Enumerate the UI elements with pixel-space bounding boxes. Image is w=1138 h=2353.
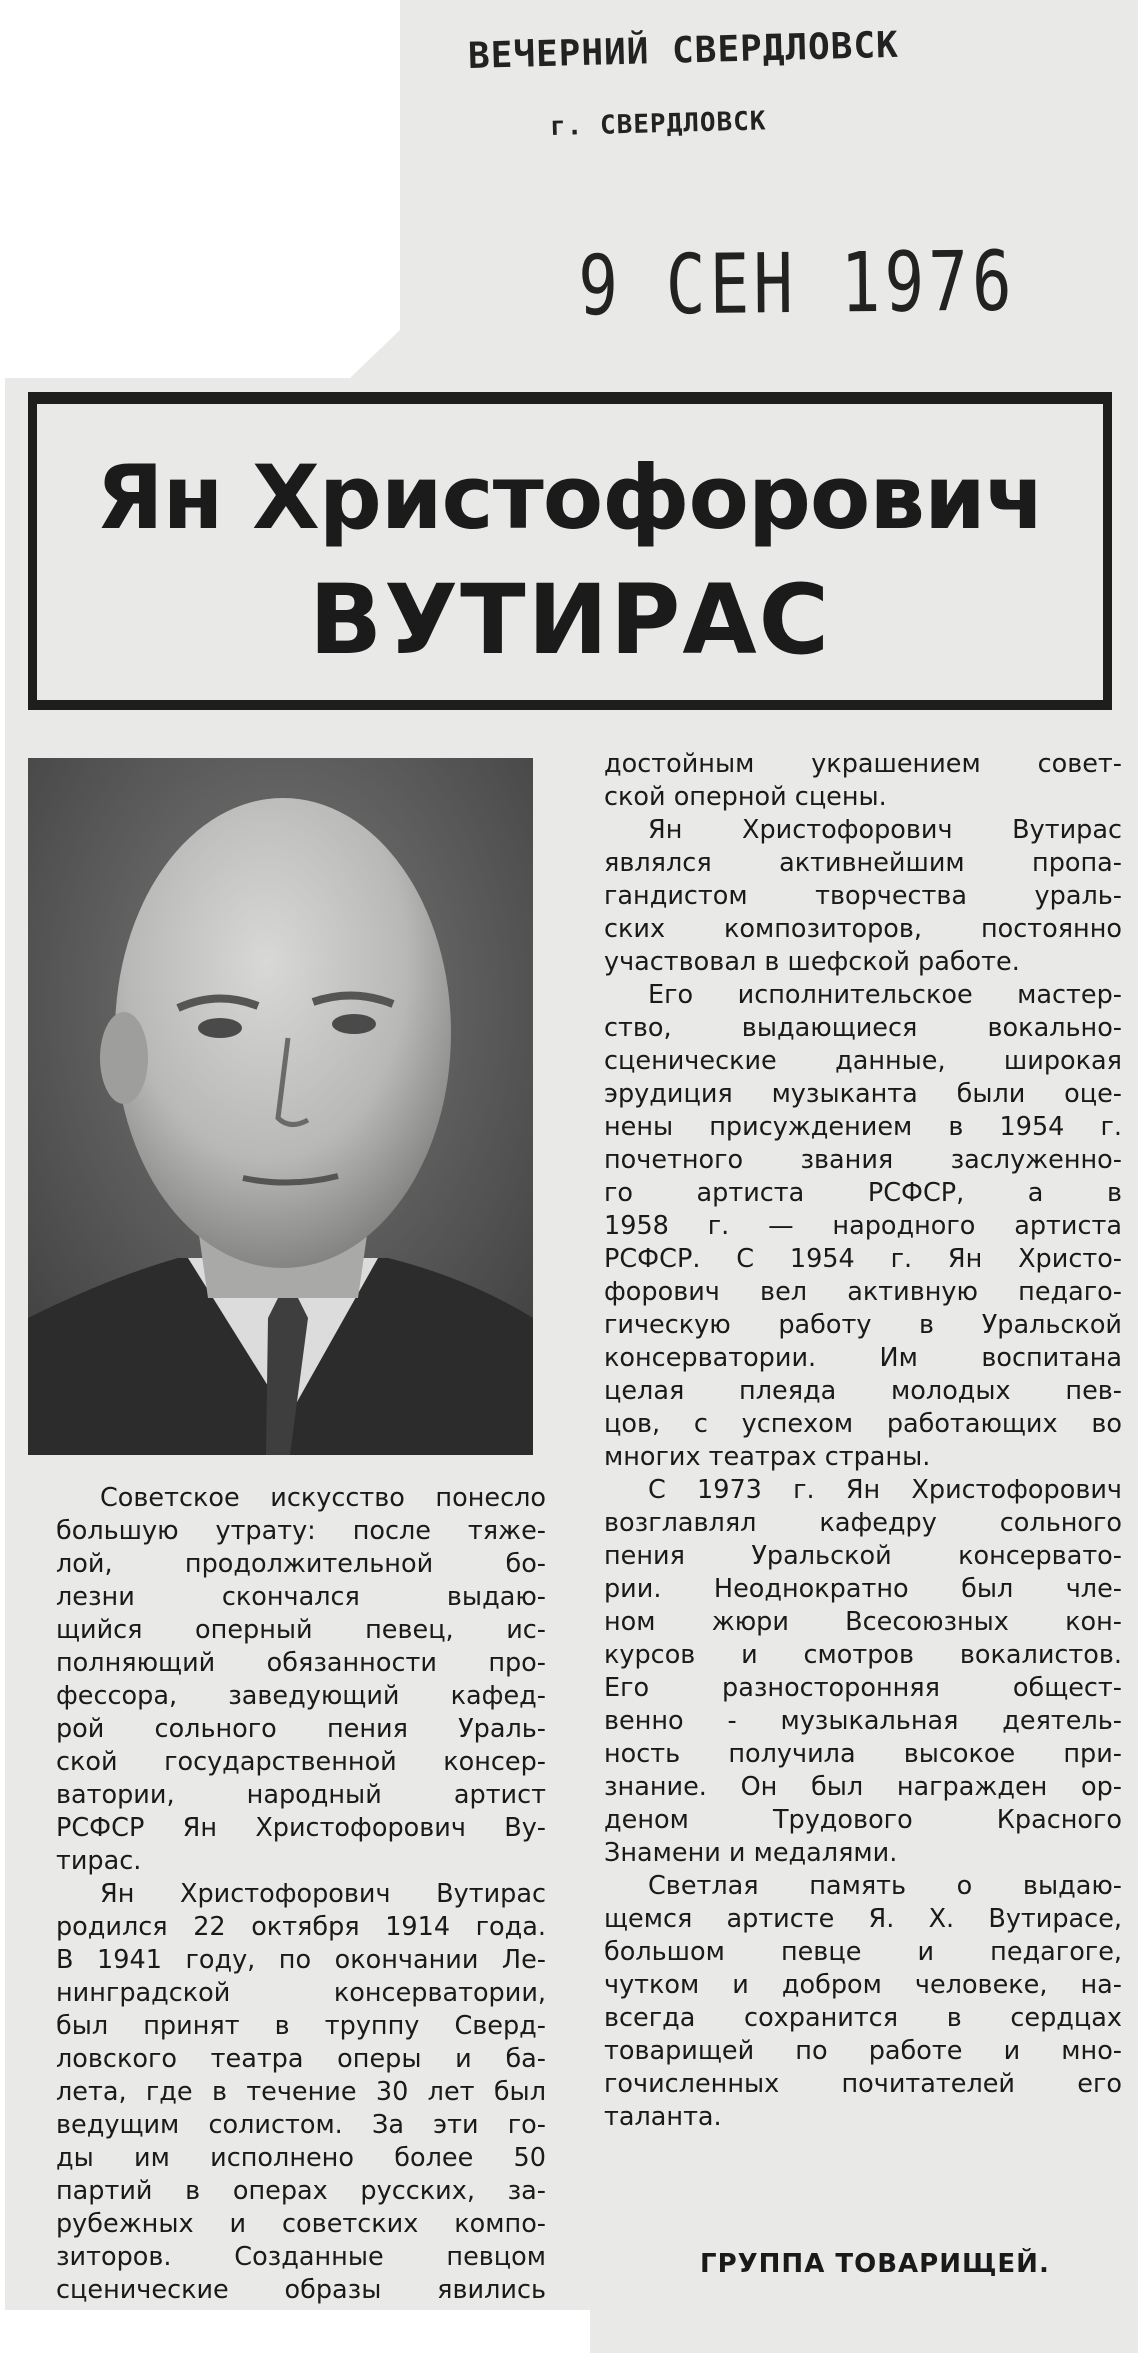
article-line: Ян Христофорович Вутирас (100, 1879, 546, 1909)
article-line: большом певце и педагоге, (604, 1937, 1122, 1967)
article-line: ство, выдающиеся вокально- (604, 1013, 1122, 1043)
article-line: Советское искусство понесло (100, 1483, 546, 1513)
article-line: зиторов. Созданные певцом (56, 2242, 546, 2272)
stamp-newspaper-name: ВЕЧЕРНИЙ СВЕРДЛОВСК (467, 24, 900, 78)
article-line: родился 22 октября 1914 года. (56, 1912, 546, 1942)
article-line: ном жюри Всесоюзных кон- (604, 1607, 1122, 1637)
article-line: нинградской консерватории, (56, 1978, 546, 2008)
article-line: участвовал в шефской работе. (604, 947, 1020, 977)
article-line: был принят в труппу Сверд- (56, 2011, 546, 2041)
article-line: РСФСР. С 1954 г. Ян Христо- (604, 1244, 1122, 1274)
article-line: фессора, заведующий кафед- (56, 1681, 546, 1711)
article-line: го артиста РСФСР, а в (604, 1178, 1122, 1208)
article-line: цов, с успехом работающих во (604, 1409, 1122, 1439)
article-line: сценические образы явились (56, 2275, 546, 2305)
article-line: тирас. (56, 1846, 142, 1876)
article-line: форович вел активную педаго- (604, 1277, 1122, 1307)
article-line: Светлая память о выдаю- (648, 1871, 1122, 1901)
article-line: ведущим солистом. За эти го- (56, 2110, 546, 2140)
article-line: достойным украшением совет- (604, 749, 1122, 779)
signature: ГРУППА ТОВАРИЩЕЙ. (700, 2249, 1050, 2279)
headline-name: Ян Христофорович (95, 446, 1045, 549)
article-line: Его разносторонняя общест- (604, 1673, 1122, 1703)
article-line: эрудиция музыканта были оце- (604, 1079, 1122, 1109)
article-line: рой сольного пения Ураль- (56, 1714, 546, 1744)
article-line: гандистом творчества ураль- (604, 881, 1122, 911)
article-line: ность получила высокое при- (604, 1739, 1122, 1769)
article-line: рубежных и советских компо- (56, 2209, 546, 2239)
article-line: ловского театра оперы и ба- (56, 2044, 546, 2074)
article-line: сценические данные, широкая (604, 1046, 1122, 1076)
article-line: гическую работу в Уральской (604, 1310, 1122, 1340)
headline-surname: ВУТИРАС (308, 564, 832, 676)
article-line: товарищей по работе и мно- (604, 2036, 1122, 2066)
article-line: всегда сохранится в сердцах (604, 2003, 1122, 2033)
article-line: пения Уральской консервато- (604, 1541, 1122, 1571)
article-line: ватории, народный артист (56, 1780, 546, 1810)
article-line: консерватории. Им воспитана (604, 1343, 1122, 1373)
article-line: венно - музыкальная деятель- (604, 1706, 1122, 1736)
article-line: лета, где в течение 30 лет был (56, 2077, 546, 2107)
article-line: щемся артисте Я. Х. Вутирасе, (604, 1904, 1122, 1934)
article-line: ской оперной сцены. (604, 782, 887, 812)
article-line: ды им исполнено более 50 (56, 2143, 546, 2173)
portrait-photo (28, 758, 533, 1455)
article-line: Его исполнительское мастер- (648, 980, 1122, 1010)
article-line: гочисленных почитателей его (604, 2069, 1122, 2099)
article-line: лезни скончался выдаю- (56, 1582, 546, 1612)
stamp-date: 9 СЕН 1976 (578, 233, 1017, 335)
article-line: 1958 г. — народного артиста (604, 1211, 1122, 1241)
headline-box (28, 392, 1112, 710)
article-line: являлся активнейшим пропа- (604, 848, 1122, 878)
article-line: многих театрах страны. (604, 1442, 931, 1472)
article-line: В 1941 году, по окончании Ле- (56, 1945, 546, 1975)
article-line: возглавлял кафедру сольного (604, 1508, 1122, 1538)
article-line: Знамени и медалями. (604, 1838, 898, 1868)
article-line: ской государственной консер- (56, 1747, 546, 1777)
article-line: партий в операх русских, за- (56, 2176, 546, 2206)
article-line: Ян Христофорович Вутирас (648, 815, 1122, 845)
article-line: курсов и смотров вокалистов. (604, 1640, 1122, 1670)
article-right-column (604, 748, 1122, 2134)
article-line: полняющий обязанности про- (56, 1648, 546, 1678)
article-line: ских композиторов, постоянно (604, 914, 1122, 944)
article-line: чутком и добром человеке, на- (604, 1970, 1122, 2000)
article-line: большую утрату: после тяже- (56, 1516, 546, 1546)
article-line: рии. Неоднократно был чле- (604, 1574, 1122, 1604)
article-line: целая плеяда молодых пев- (604, 1376, 1122, 1406)
article-line: деном Трудового Красного (604, 1805, 1122, 1835)
article-line: таланта. (604, 2102, 722, 2132)
article-line: лой, продолжительной бо- (56, 1549, 546, 1579)
article-line: щийся оперный певец, ис- (56, 1615, 546, 1645)
article-line: РСФСР Ян Христофорович Ву- (56, 1813, 546, 1843)
article-line: знание. Он был награжден ор- (604, 1772, 1122, 1802)
article-line: почетного звания заслуженно- (604, 1145, 1122, 1175)
article-line: нены присуждением в 1954 г. (604, 1112, 1122, 1142)
article-line: С 1973 г. Ян Христофорович (648, 1475, 1122, 1505)
article-left-column (56, 1482, 546, 2307)
stamp-city: г. СВЕРДЛОВСК (549, 106, 767, 143)
